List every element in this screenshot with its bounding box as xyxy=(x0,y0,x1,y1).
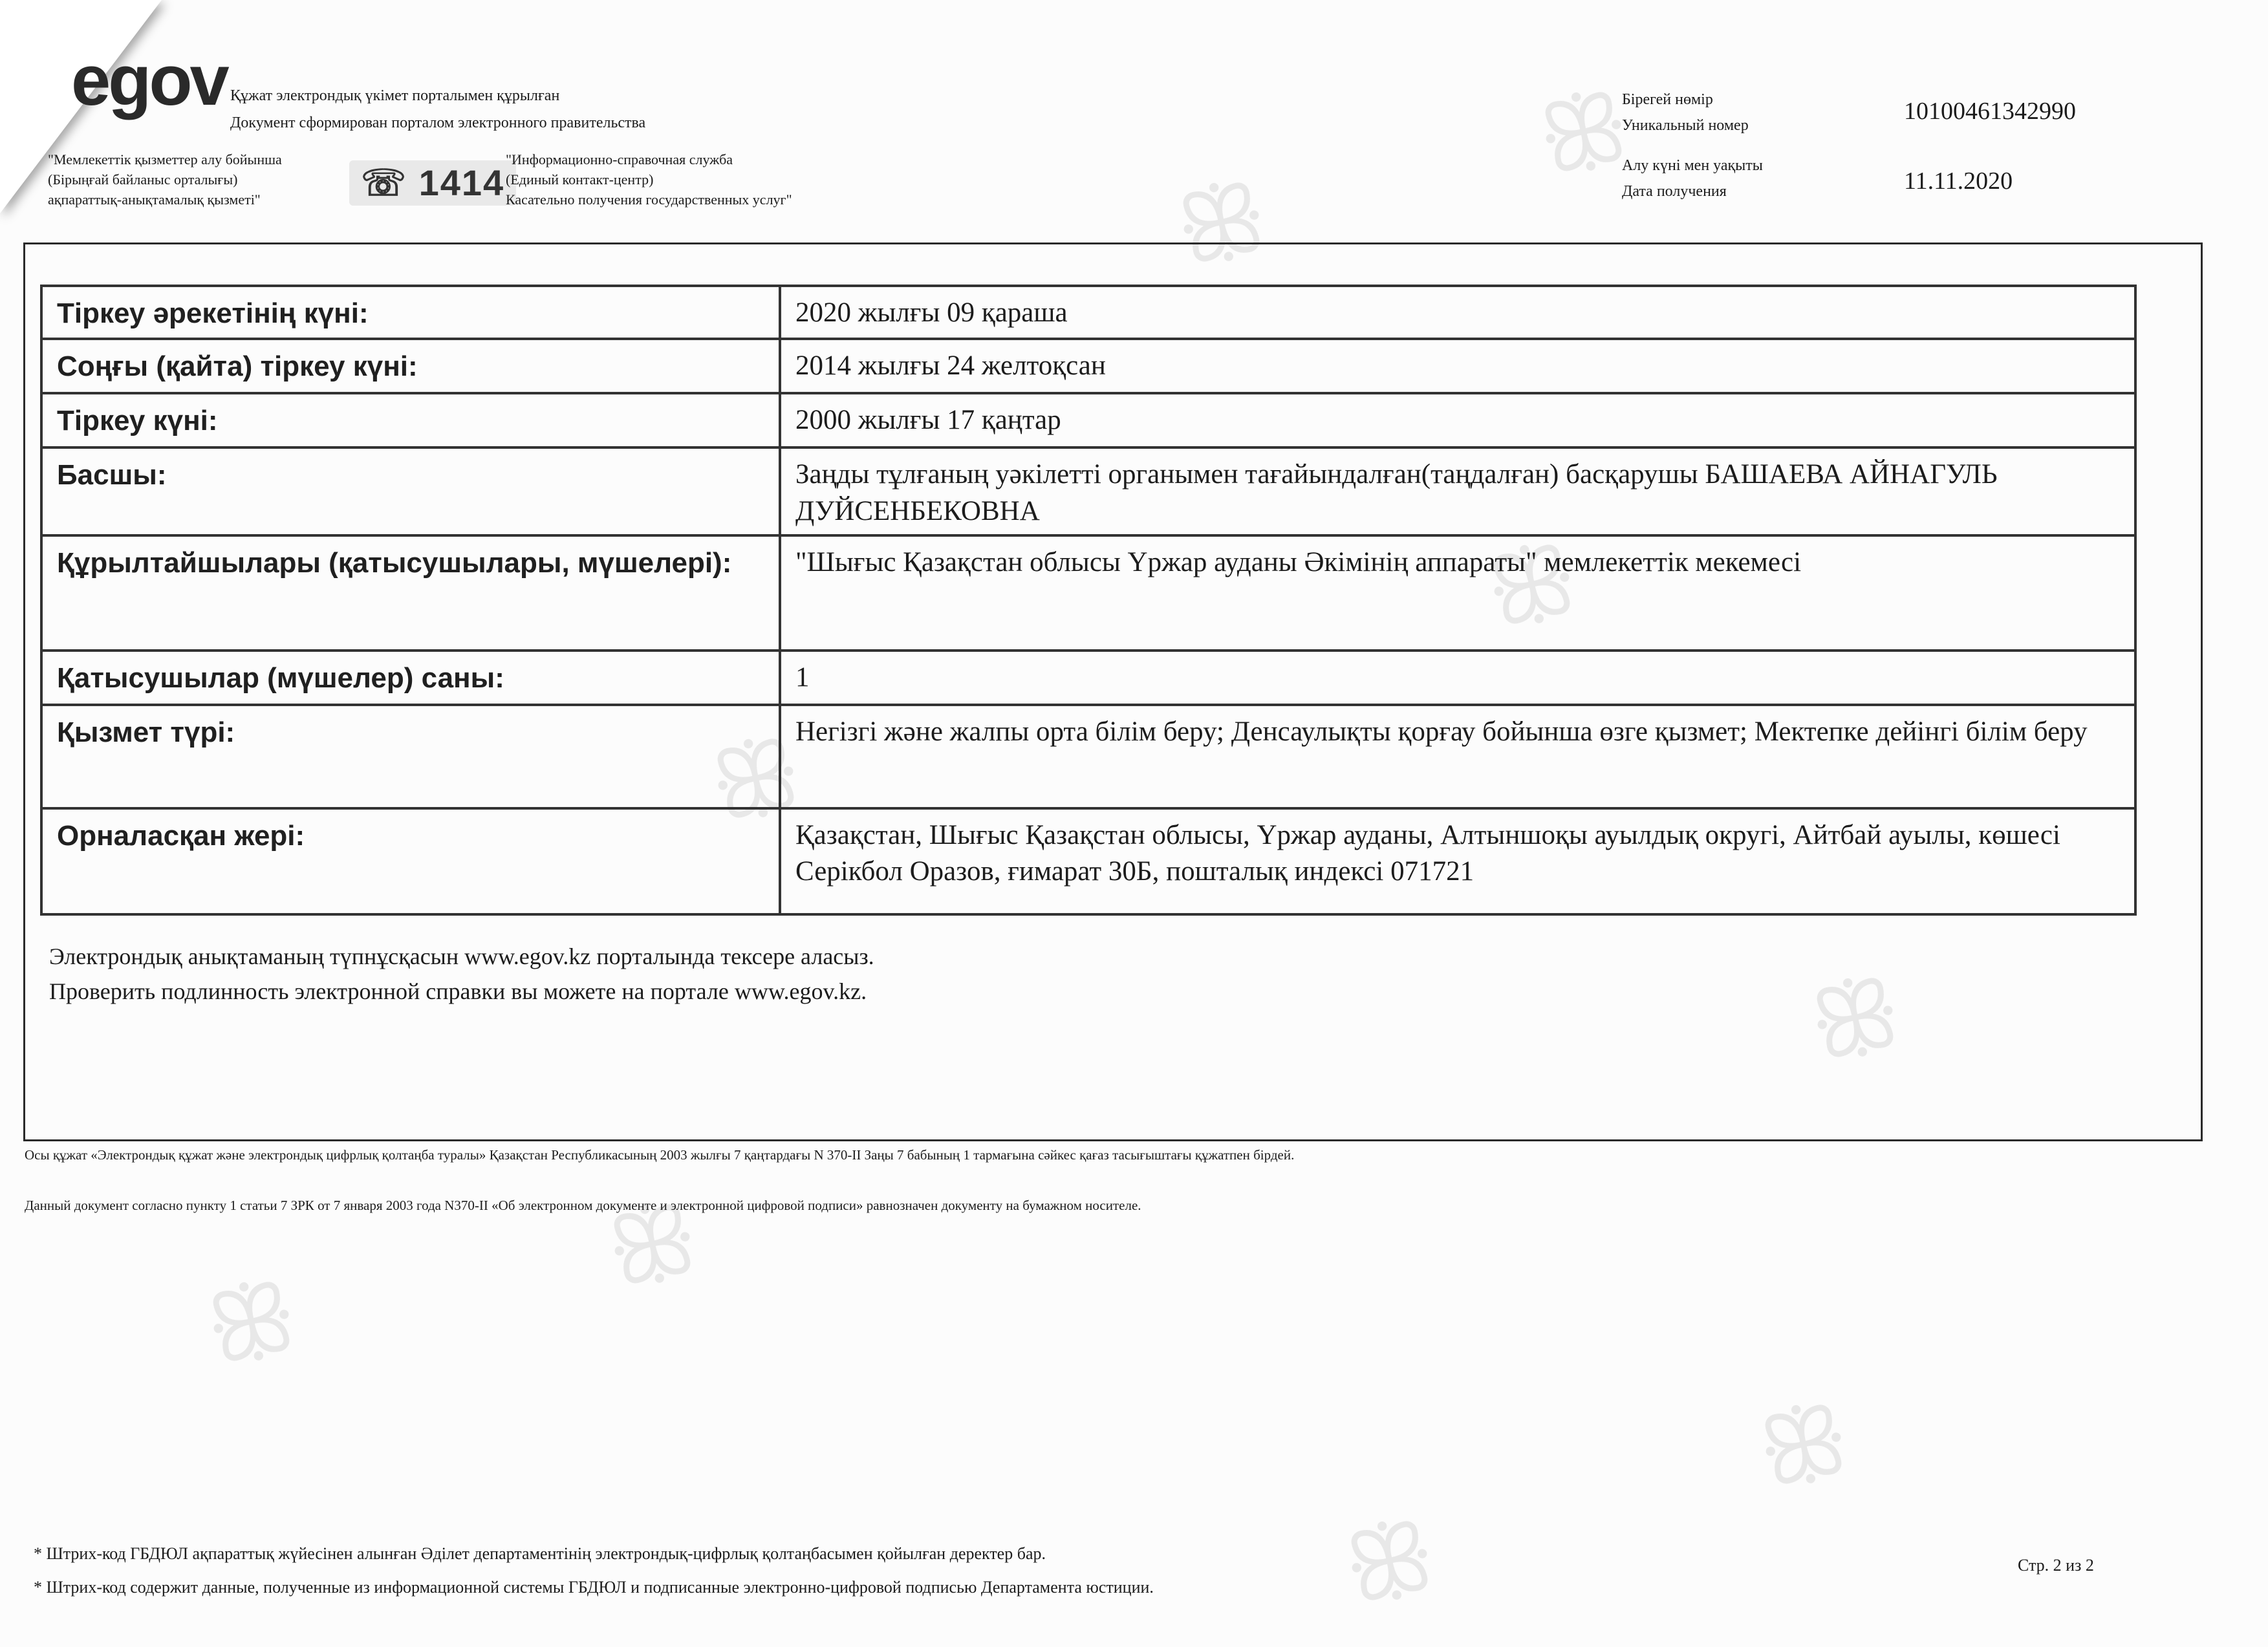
ornament-watermark-icon: ꕥ xyxy=(196,1259,308,1388)
service-kz-line: (Бірыңғай байланыс орталығы) xyxy=(48,171,238,188)
page-number: Стр. 2 из 2 xyxy=(2018,1556,2094,1575)
unique-label-kz: Бірегей нөмір xyxy=(1622,91,1713,108)
table-row xyxy=(41,535,2135,651)
row-value: "Шығыс Қазақстан облысы Үржар ауданы Әкімінің аппараты" мемлекеттік мекемесі xyxy=(780,535,2135,651)
ornament-watermark-icon: ꕥ xyxy=(1166,160,1278,289)
receipt-date: 11.11.2020 xyxy=(1904,167,2013,195)
phone-icon: ☏ xyxy=(361,162,419,203)
date-label-ru: Дата получения xyxy=(1622,183,1727,200)
ornament-watermark-icon: ꕥ xyxy=(1334,1498,1446,1628)
service-ru-line: (Единый контакт-центр) xyxy=(506,171,654,188)
service-kz-line: ақпараттық-анықтамалық қызметі" xyxy=(48,191,261,208)
ornament-watermark-icon: ꕥ xyxy=(700,716,812,845)
row-label: Соңғы (қайта) тіркеу күні: xyxy=(41,339,780,393)
row-value: Негізгі және жалпы орта білім беру; Денсаулықты қорғау бойынша өзге қызмет; Мектепке дейінгі білім беру xyxy=(780,705,2135,808)
ornament-watermark-icon: ꕥ xyxy=(1476,522,1588,651)
row-value: Қазақстан, Шығыс Қазақстан облысы, Үржар ауданы, Алтыншоқы ауылдық округі, Айтбай ауылы, көшесі Серікбол Оразов, ғимарат 30Б, пошталық индексі 071721 xyxy=(780,808,2135,914)
row-value: 1 xyxy=(780,651,2135,705)
unique-label-ru: Уникальный номер xyxy=(1622,117,1749,134)
verify-kz: Электрондық анықтаманың түпнұсқасын www.egov.kz порталында тексере аласыз. xyxy=(49,943,874,969)
egov-logo: egov xyxy=(71,41,227,120)
date-label-kz: Алу күні мен уақыты xyxy=(1622,157,1763,174)
table-row xyxy=(41,808,2135,914)
footer-note-ru: * Штрих-код содержит данные, полученные из информационной системы ГБДЮЛ и подписанные электронно-цифровой подписью Департамента юстиции. xyxy=(34,1578,1154,1597)
service-ru-line: "Информационно-справочная служба xyxy=(506,151,733,167)
table-row xyxy=(41,339,2135,393)
row-label: Қызмет түрі: xyxy=(41,705,780,808)
verify-note xyxy=(49,939,874,1009)
ornament-watermark-icon: ꕥ xyxy=(1800,955,1912,1084)
row-label: Тіркеу әрекетінің күні: xyxy=(41,286,780,339)
service-block-kz xyxy=(48,150,282,210)
table-row xyxy=(41,286,2135,339)
row-value: 2020 жылғы 09 қараша xyxy=(780,286,2135,339)
ornament-watermark-icon: ꕥ xyxy=(1748,1382,1860,1511)
row-label: Тіркеу күні: xyxy=(41,393,780,447)
unique-number: 10100461342990 xyxy=(1904,98,2076,125)
table-row xyxy=(41,651,2135,705)
row-value: 2000 жылғы 17 қаңтар xyxy=(780,393,2135,447)
table-row xyxy=(41,705,2135,808)
portal-line-ru: Документ сформирован порталом электронного правительства xyxy=(230,114,646,131)
table-row xyxy=(41,393,2135,447)
registration-info-table xyxy=(40,285,2137,916)
ornament-watermark-icon: ꕥ xyxy=(597,1181,709,1311)
row-label: Қатысушылар (мүшелер) саны: xyxy=(41,651,780,705)
row-label: Орналасқан жері: xyxy=(41,808,780,914)
contact-phone-number: 1414 xyxy=(418,162,505,203)
table-row xyxy=(41,447,2135,535)
legal-note-ru: Данный документ согласно пункту 1 статьи 7 ЗРК от 7 января 2003 года N370-II «Об электронном документе и электронной цифровой подписи» равнозначен документу на бумажном носителе. xyxy=(25,1198,1141,1213)
row-value: Заңды тұлғаның уәкілетті органымен тағайындалған(таңдалған) басқарушы БАШАЕВА АЙНАГУЛЬ ДУЙСЕНБЕКОВНА xyxy=(780,447,2135,535)
row-value: 2014 жылғы 24 желтоқсан xyxy=(780,339,2135,393)
service-ru-line: Касательно получения государственных услуг" xyxy=(506,191,792,208)
service-kz-line: "Мемлекеттік қызметтер алу бойынша xyxy=(48,151,282,167)
verify-ru: Проверить подлинность электронной справки вы можете на портале www.egov.kz. xyxy=(49,978,867,1004)
row-label: Басшы: xyxy=(41,447,780,535)
ornament-watermark-icon: ꕥ xyxy=(1528,69,1640,199)
row-label: Құрылтайшылары (қатысушылары, мүшелері): xyxy=(41,535,780,651)
footer-note-kz: * Штрих-код ГБДЮЛ ақпараттық жүйесінен алынған Әділет департаментінің электрондық-цифрлық қолтаңбасымен қойылған деректер бар. xyxy=(34,1544,1046,1563)
portal-line-kz: Құжат электрондық үкімет порталымен құрылған xyxy=(230,87,560,104)
contact-phone xyxy=(349,160,516,206)
service-block-ru xyxy=(506,150,792,210)
legal-note-kz: Осы құжат «Электрондық құжат және электрондық цифрлық қолтаңба туралы» Қазақстан Республикасының 2003 жылғы 7 қаңтардағы N 370-II Заңы 7 бабының 1 тармағына сәйкес қағаз тасығыштағы құжатпен бірдей. xyxy=(25,1147,1295,1163)
